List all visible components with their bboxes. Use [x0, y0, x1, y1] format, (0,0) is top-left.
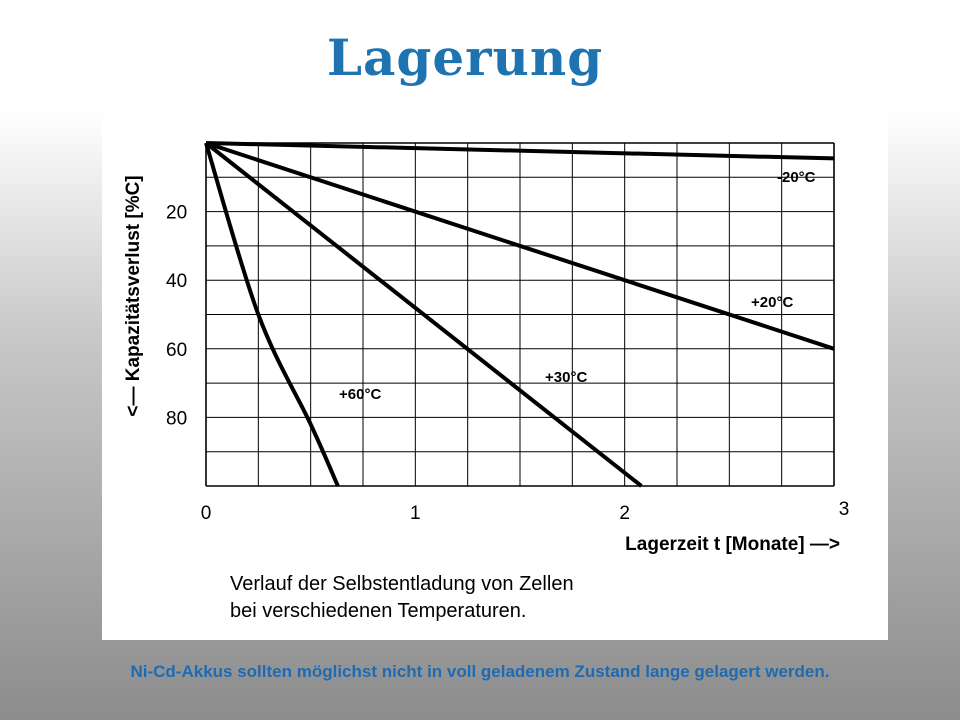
x-axis-label: Lagerzeit t [Monate] —> [625, 534, 840, 555]
y-tick-label: 80 [166, 408, 188, 430]
series-labels [339, 169, 816, 403]
chart-annotation-line-2: bei verschiedenen Temperaturen. [230, 600, 527, 622]
y-tick-label: 40 [166, 271, 188, 293]
chart-svg [102, 111, 888, 640]
slide-title: Lagerung [326, 28, 604, 87]
slide-caption: Ni-Cd-Akkus sollten möglichst nicht in voll geladenem Zustand lange gelagert werden. [130, 662, 830, 681]
series-label: +20°C [751, 294, 794, 311]
x-tick-label: 3 [838, 499, 850, 520]
chart-panel [102, 111, 888, 640]
grid [206, 143, 834, 486]
series-label: +60°C [339, 386, 382, 403]
x-tick-label: 2 [619, 503, 630, 524]
series-label: -20°C [777, 169, 816, 186]
series-label: +30°C [545, 369, 588, 386]
y-tick-label: 20 [166, 202, 188, 224]
axis-ticks [166, 203, 849, 524]
y-axis-label: <— Kapazitätsverlust [%C] [123, 175, 144, 417]
x-tick-label: 0 [200, 503, 212, 524]
x-tick-label: 1 [410, 503, 421, 524]
y-tick-label: 60 [166, 339, 188, 361]
chart-annotation-line-1: Verlauf der Selbstentladung von Zellen [230, 573, 574, 595]
